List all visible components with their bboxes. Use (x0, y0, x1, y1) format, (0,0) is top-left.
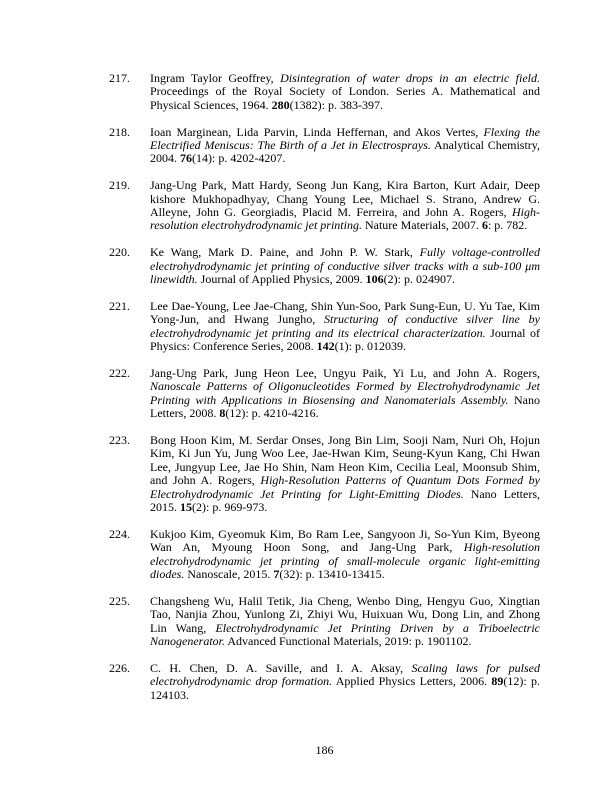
reference-number: 220. (109, 245, 130, 260)
reference-text (150, 179, 540, 233)
reference-segment-normal: Ke Wang, Mark D. Paine, and John P. W. Stark, (150, 245, 420, 260)
reference-item (109, 662, 540, 702)
reference-segment-normal: Journal of Applied Physics, 2009. (197, 272, 366, 287)
reference-segment-normal: Nano Letters, 2015. (150, 486, 540, 514)
reference-text (150, 662, 540, 702)
reference-segment-normal: Changsheng Wu, Halil Tetik, Jia Cheng, Wenbo Ding, Hengyu Guo, Xingtian Tao, Nanjia Zhou, Yunlong Zi, Zhiyi Wu, Huixuan Wu, Dong Lin, and Zhong Lin Wang, (150, 593, 540, 635)
reference-number: 222. (109, 365, 130, 380)
reference-segment-normal: Nature Materials, 2007. (361, 218, 482, 233)
reference-segment-normal: (1382): p. 383-397. (289, 97, 383, 112)
reference-segment-italic: High-Resolution Patterns of Quantum Dots Formed by Electrohydrodynamic Jet Printing for Light-Emitting Diodes. (150, 473, 540, 501)
reference-segment-normal: (12): p. 4210-4216. (225, 406, 319, 421)
reference-segment-normal: Lee Dae-Young, Lee Jae-Chang, Shin Yun-Soo, Park Sung-Eun, U. Yu Tae, Kim Yong-Jun, and Hwang Jungho, (150, 298, 540, 327)
reference-segment-normal: Proceedings of the Royal Society of London. Series A. Mathematical and Physical Sciences, 1964. (150, 84, 540, 112)
reference-segment-normal: Jang-Ung Park, Jung Heon Lee, Ungyu Paik, Yi Lu, and John A. Rogers, (150, 365, 540, 380)
reference-segment-bold: 280 (271, 97, 290, 112)
reference-number: 225. (109, 593, 130, 608)
reference-text (150, 434, 540, 514)
reference-segment-bold: 6 (481, 218, 488, 233)
reference-segment-italic: Electrohydrodynamic Jet Printing Driven by a Triboelectric Nanogenerator. (150, 620, 540, 648)
reference-segment-normal: Advanced Functional Materials, 2019: p. 1901102. (225, 633, 472, 648)
reference-item (109, 126, 540, 166)
reference-segment-normal: Analytical Chemistry, 2004. (150, 138, 541, 166)
reference-segment-normal: Nanoscale, 2015. (184, 566, 274, 581)
reference-number: 218. (109, 124, 130, 139)
reference-segment-normal: Bong Hoon Kim, M. Serdar Onses, Jong Bin Lim, Sooji Nam, Nuri Oh, Hojun Kim, Ki Jun Yu, Jung Woo Lee, Jae-Hwan Kim, Seung-Kyun Kang, Chi Hwan Lee, Jungyup Lee, Jae Ho Shin, Nam Heon Kim, Cecilia Leal, Moonsub Shim, and John A. Rogers, (150, 432, 540, 488)
page-number: 186 (315, 743, 334, 757)
reference-segment-normal: (14): p. 4202-4207. (192, 151, 286, 166)
reference-text (150, 595, 540, 649)
reference-segment-bold: 7 (273, 566, 280, 581)
reference-text (150, 126, 540, 166)
reference-segment-italic: Disintegration of water drops in an electric field. (280, 71, 540, 85)
reference-segment-normal: Jang-Ung Park, Matt Hardy, Seong Jun Kang, Kira Barton, Kurt Adair, Deep kishore Mukhopadhyay, Chang Young Lee, Michael S. Strano, Andrew G. Alleyne, John G. Georgiadis, Placid M. Ferreira, and John A. Rogers, (150, 178, 540, 220)
reference-text (150, 367, 540, 421)
reference-segment-normal: Ioan Marginean, Lida Parvin, Linda Heffernan, and Akos Vertes, (150, 124, 484, 139)
reference-segment-italic: Fully voltage-controlled electrohydrodynamic jet printing of conductive silver tracks with a sub-100 μm linewidth. (150, 245, 540, 287)
reference-segment-bold: 15 (180, 499, 192, 514)
reference-number: 217. (109, 71, 130, 85)
reference-segment-bold: 76 (180, 151, 192, 166)
reference-text (150, 246, 540, 286)
reference-item (109, 367, 540, 421)
reference-segment-normal: (2): p. 969-973. (192, 499, 268, 514)
reference-item (109, 300, 540, 354)
reference-number: 224. (109, 526, 130, 541)
reference-segment-normal: Kukjoo Kim, Gyeomuk Kim, Bo Ram Lee, Sangyoon Ji, So-Yun Kim, Byeong Wan An, Myoung Hoon Song, and Jang-Ung Park, (150, 526, 540, 555)
reference-segment-bold: 142 (316, 339, 335, 354)
reference-segment-normal: Nano Letters, 2008. (150, 392, 540, 421)
reference-text (150, 72, 540, 112)
reference-list (109, 72, 540, 715)
reference-segment-normal: (2): p. 024907. (383, 272, 455, 287)
reference-text (150, 300, 540, 354)
reference-number: 221. (109, 298, 130, 313)
reference-segment-bold: 106 (365, 272, 384, 287)
reference-segment-italic: High-resolution electrohydrodynamic jet printing of small-molecule organic light-emitting diodes. (150, 540, 540, 581)
reference-segment-bold: 89 (491, 674, 504, 689)
reference-item (109, 434, 540, 514)
reference-segment-normal: C. H. Chen, D. A. Saville, and I. A. Aksay, (150, 660, 412, 675)
reference-segment-italic: Scaling laws for pulsed electrohydrodynamic drop formation. (150, 660, 540, 689)
reference-item (109, 595, 540, 649)
reference-segment-normal: (1): p. 012039. (334, 339, 406, 354)
reference-text (150, 528, 540, 582)
reference-segment-normal: Applied Physics Letters, 2006. (332, 674, 492, 689)
reference-segment-italic: High-resolution electrohydrodynamic jet printing. (150, 205, 540, 233)
reference-segment-italic: Structuring of conductive silver line by electrohydrodynamic jet printing and its electrical characterization. (150, 312, 540, 340)
reference-number: 223. (109, 432, 130, 447)
page-footer (109, 744, 540, 757)
reference-item (109, 246, 540, 286)
reference-number: 219. (109, 178, 130, 193)
reference-segment-bold: 8 (219, 406, 226, 421)
reference-segment-normal: (32): p. 13410-13415. (279, 566, 385, 581)
reference-segment-italic: Nanoscale Patterns of Oligonucleotides Formed by Electrohydrodynamic Jet Printing with Applications in Biosensing and Nanomaterials Assembly. (150, 379, 540, 407)
reference-segment-italic: Flexing the Electrified Meniscus: The Birth of a Jet in Electrosprays. (150, 124, 540, 153)
reference-item (109, 72, 540, 112)
reference-item (109, 528, 540, 582)
reference-number: 226. (109, 660, 130, 675)
reference-item (109, 179, 540, 233)
reference-segment-normal: Ingram Taylor Geoffrey, (150, 71, 281, 85)
reference-segment-normal: Journal of Physics: Conference Series, 2008. (150, 325, 540, 354)
reference-segment-normal: : p. 782. (487, 218, 528, 233)
reference-segment-normal: (12): p. 124103. (150, 674, 541, 702)
